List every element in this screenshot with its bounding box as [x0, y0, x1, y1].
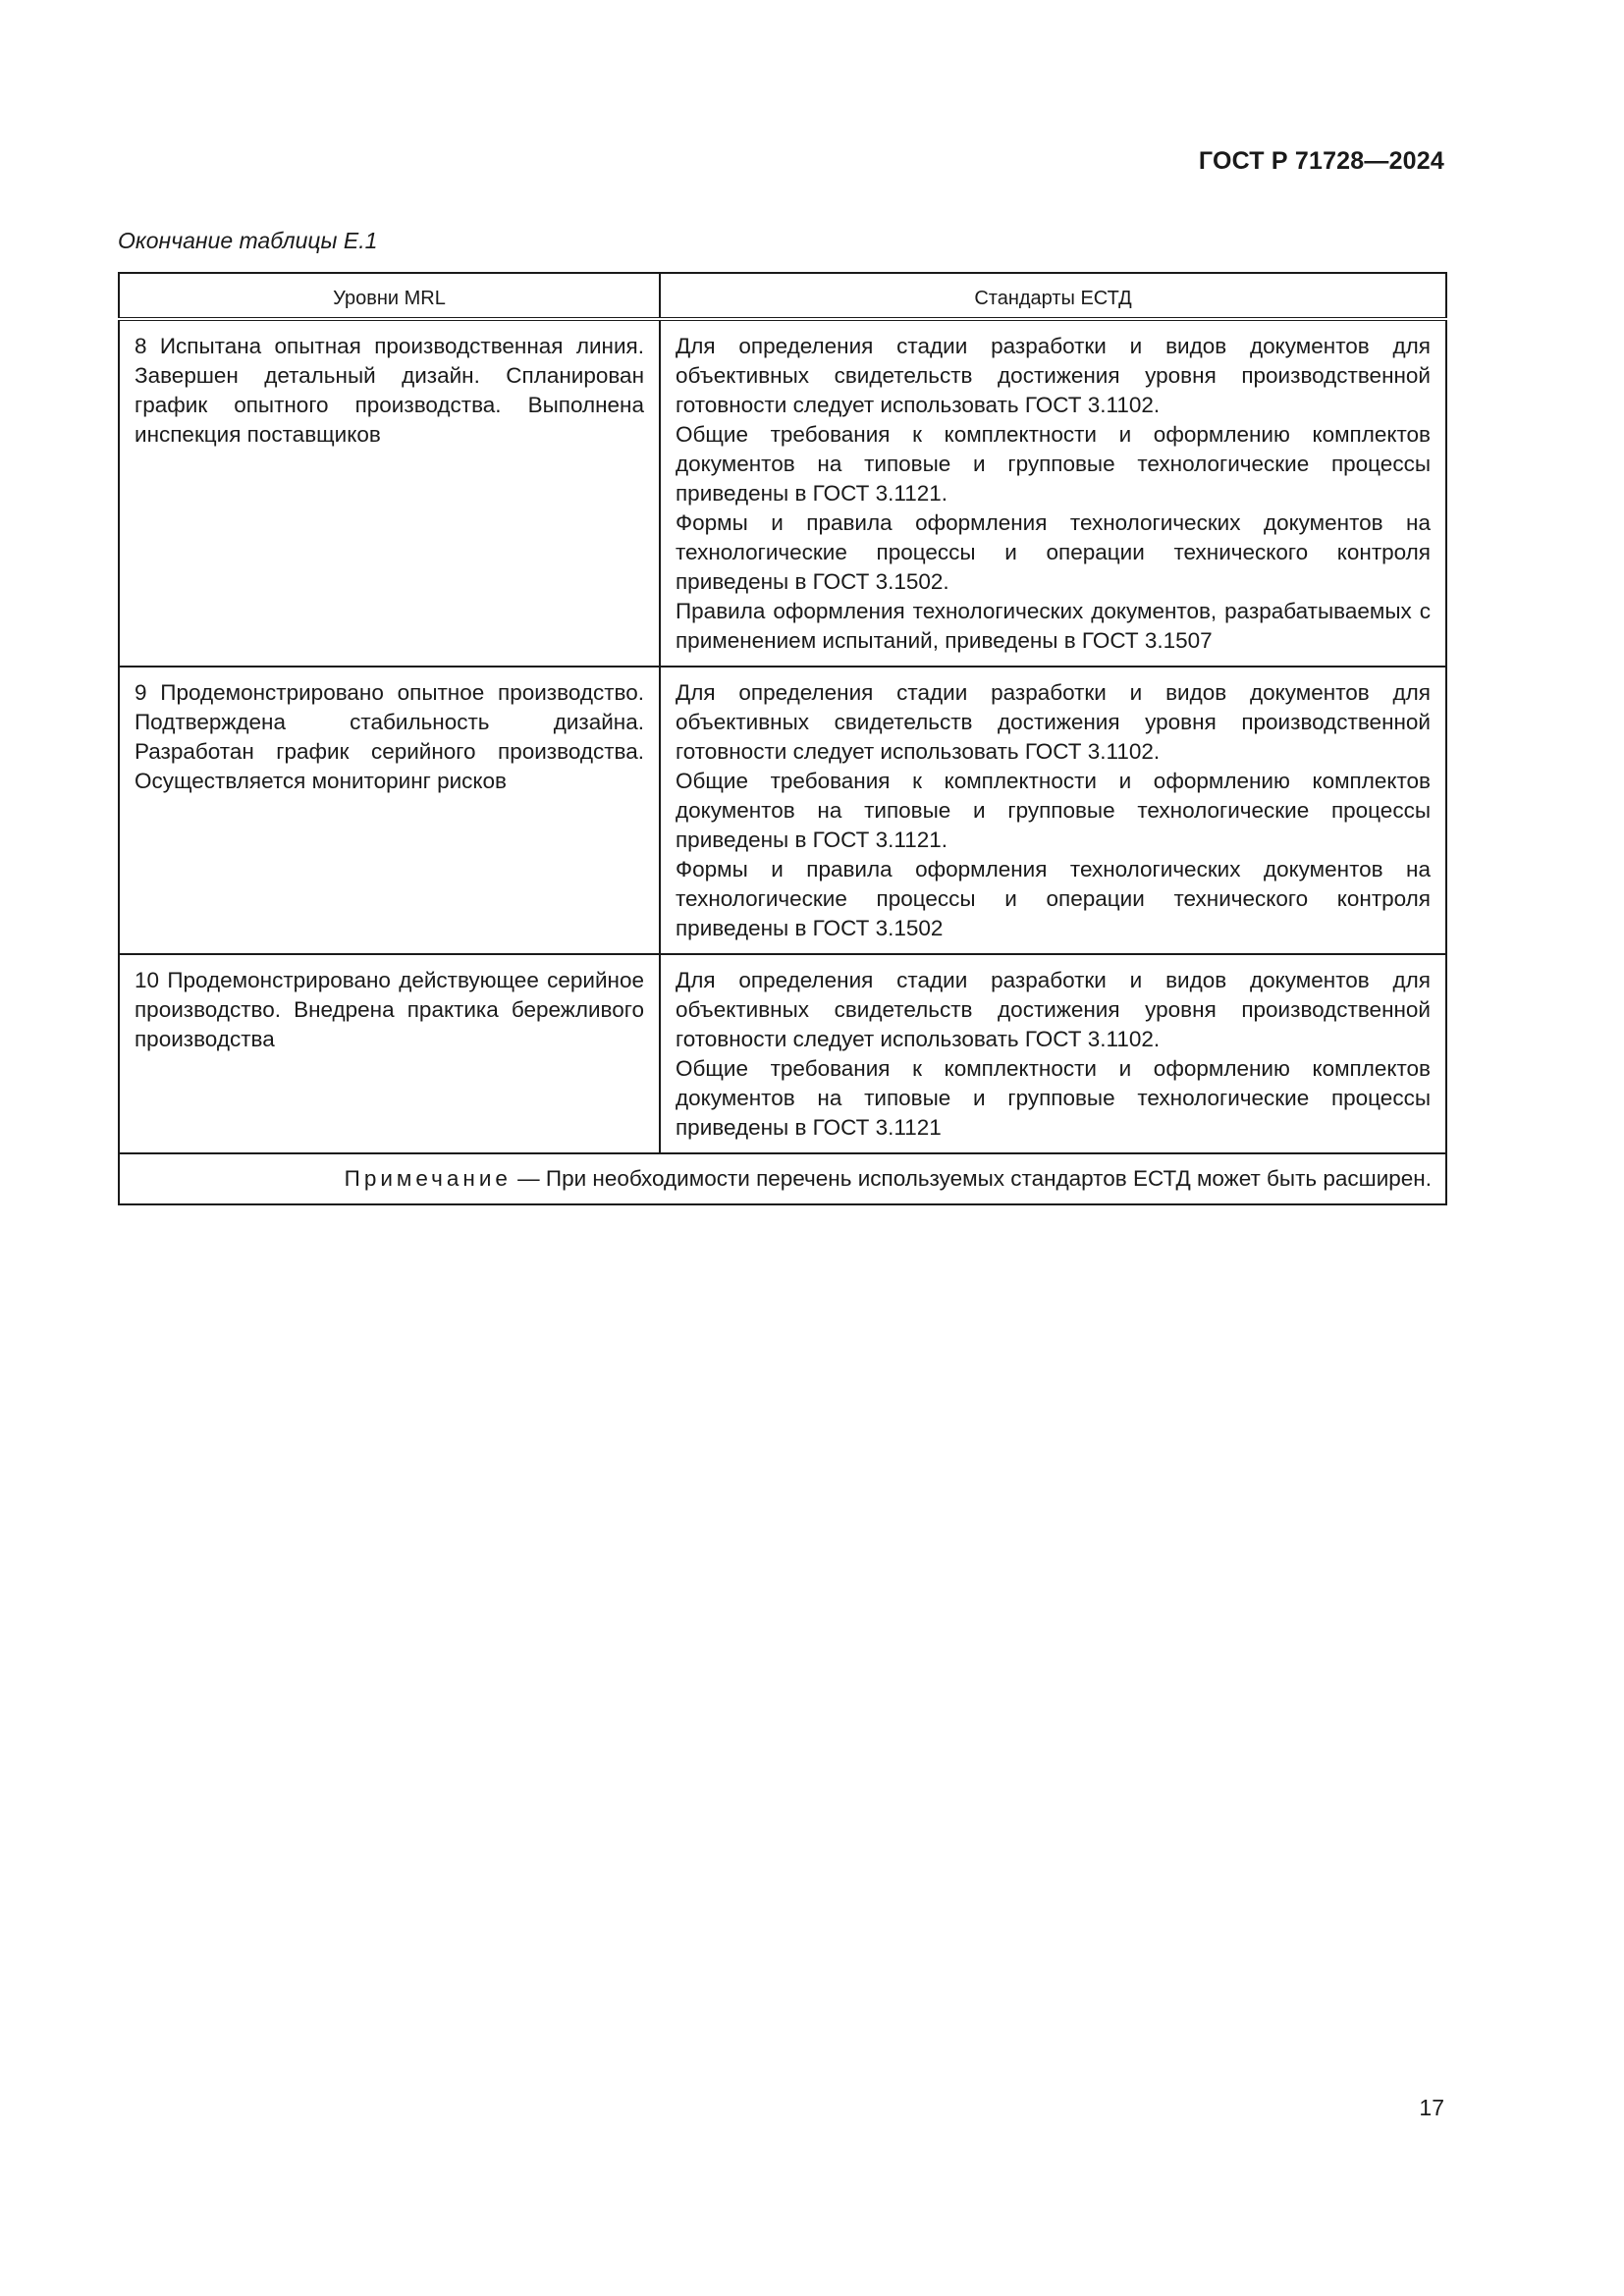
table-note-row [119, 1153, 1446, 1204]
mrl-level-cell: 9 Продемонстрировано опытное производство. Подтверждена стабильность дизайна. Разработан график серийного производства. Осуществляется мониторинг рисков [119, 667, 660, 954]
page-number: 17 [1419, 2095, 1444, 2120]
standards-paragraph: Общие требования к комплектности и оформлению комплектов документов на типовые и групповые технологические процессы приведены в ГОСТ 3.1121. [676, 769, 1431, 852]
mrl-standards-table [118, 272, 1447, 1205]
note-text: — При необходимости перечень используемых стандартов ЕСТД может быть расширен. [511, 1166, 1432, 1191]
mrl-level-cell: 8 Испытана опытная производственная линия. Завершен детальный дизайн. Спланирован график опытного производства. Выполнена инспекция поставщиков [119, 319, 660, 667]
standards-paragraph: Правила оформления технологических документов, разрабатываемых с применением испытаний, приведены в ГОСТ 3.1507 [676, 599, 1431, 653]
standards-paragraph: Общие требования к комплектности и оформлению комплектов документов на типовые и групповые технологические процессы приведены в ГОСТ 3.1121. [676, 422, 1431, 506]
table-header-row [119, 273, 1446, 319]
standards-cell [660, 319, 1446, 667]
column-header-levels: Уровни MRL [119, 273, 660, 319]
column-header-standards: Стандарты ЕСТД [660, 273, 1446, 319]
document-code: ГОСТ Р 71728—2024 [1198, 147, 1444, 175]
mrl-level-cell: 10 Продемонстрировано действующее серийное производство. Внедрена практика бережливого производства [119, 954, 660, 1153]
standards-paragraph: Для определения стадии разработки и видов документов для объективных свидетельств достижения уровня производственной готовности следует использовать ГОСТ 3.1102. [676, 334, 1431, 417]
standards-paragraph: Для определения стадии разработки и видов документов для объективных свидетельств достижения уровня производственной готовности следует использовать ГОСТ 3.1102. [676, 968, 1431, 1051]
note-label: Примечание [344, 1166, 512, 1191]
table-note [119, 1153, 1446, 1204]
standards-paragraph: Формы и правила оформления технологических документов на технологические процессы и операции технического контроля приведены в ГОСТ 3.1502. [676, 510, 1431, 594]
table-row [119, 954, 1446, 1153]
table-caption: Окончание таблицы Е.1 [118, 228, 378, 253]
standards-paragraph: Общие требования к комплектности и оформлению комплектов документов на типовые и групповые технологические процессы приведены в ГОСТ 3.1121 [676, 1056, 1431, 1140]
standards-cell [660, 667, 1446, 954]
standards-cell [660, 954, 1446, 1153]
standards-paragraph: Формы и правила оформления технологических документов на технологические процессы и операции технического контроля приведены в ГОСТ 3.1502 [676, 857, 1431, 940]
standards-paragraph: Для определения стадии разработки и видов документов для объективных свидетельств достижения уровня производственной готовности следует использовать ГОСТ 3.1102. [676, 680, 1431, 764]
table-row [119, 319, 1446, 667]
table-row [119, 667, 1446, 954]
